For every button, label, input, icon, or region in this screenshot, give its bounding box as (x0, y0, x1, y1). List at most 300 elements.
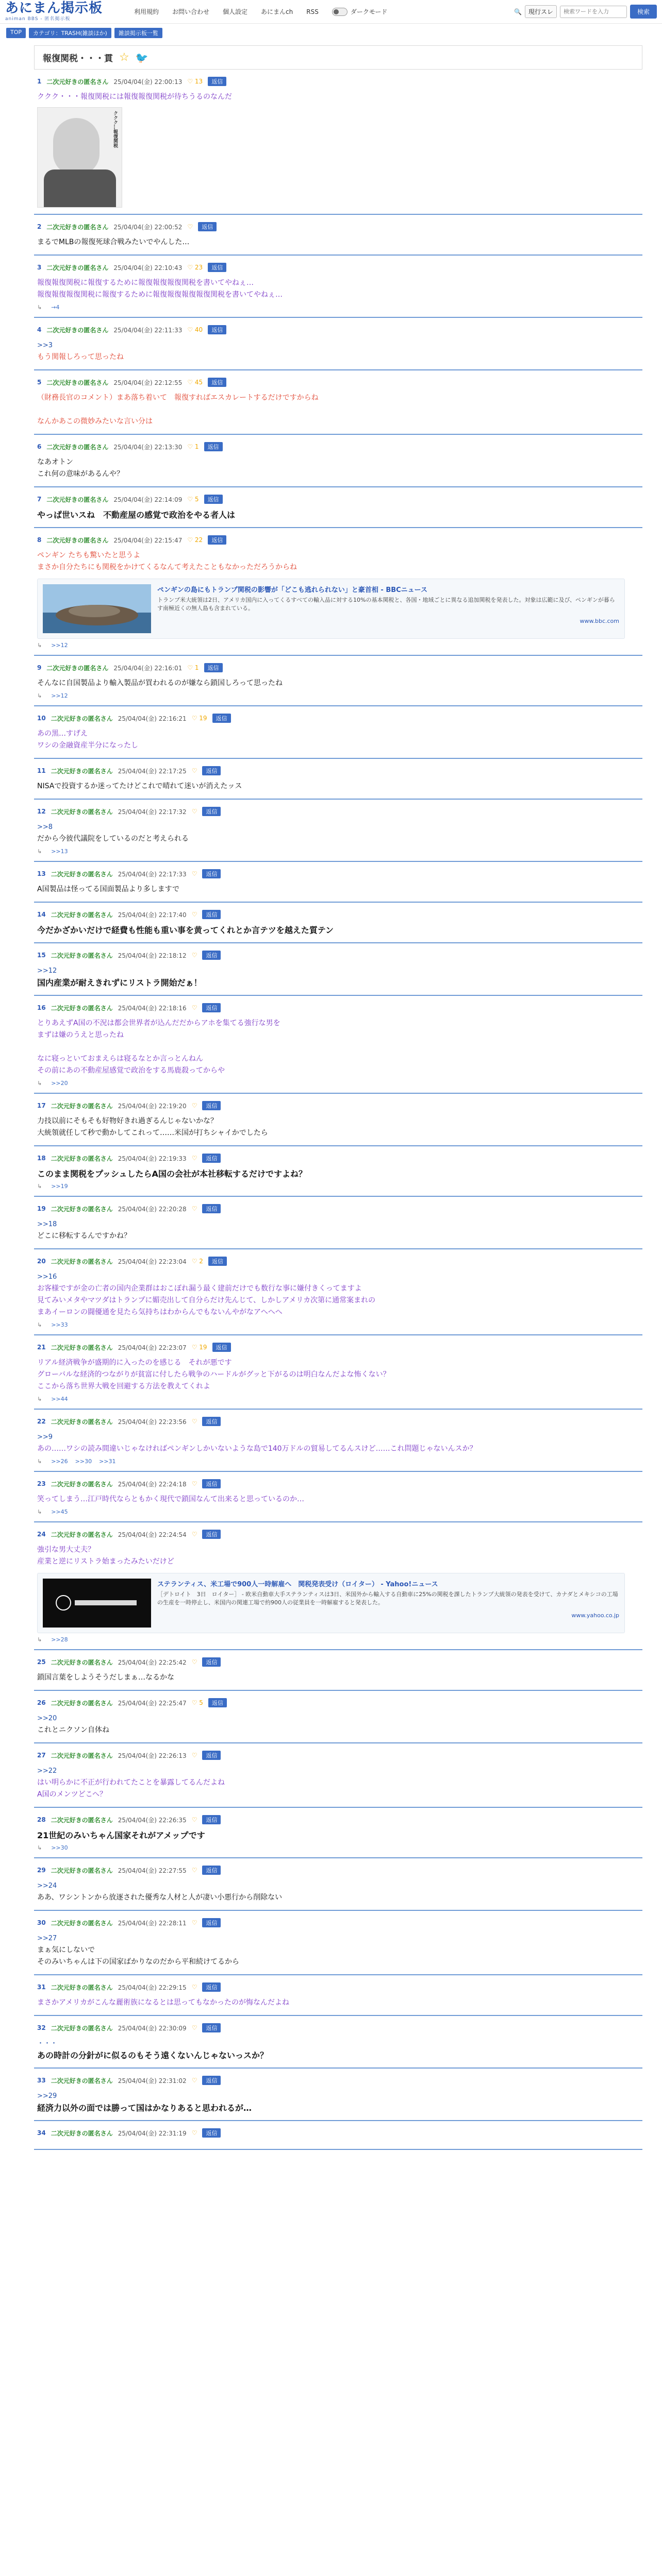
post-meta (37, 1204, 639, 1213)
post-meta (37, 378, 639, 387)
reply-anchor-link[interactable]: >>29 (37, 2092, 57, 2100)
reply-button[interactable]: 返信 (202, 1751, 221, 1760)
post-text-line: もう関報しろって思ったね (37, 353, 124, 361)
post-item (34, 318, 642, 370)
reply-button[interactable]: 返信 (198, 222, 217, 231)
post-number[interactable]: 25 (37, 1658, 46, 1666)
reply-button[interactable]: 返信 (208, 325, 226, 334)
reply-anchor-link[interactable]: >>16 (37, 1273, 57, 1281)
post-meta (37, 1530, 639, 1539)
poster-name: 二次元好きの匿名さん (51, 1531, 113, 1538)
heart-icon: ♡ (187, 379, 195, 386)
link-description: ［デトロイト 3日 ロイター］ - 欧米自動車大手ステランティスは3日、米国外から輸入する自動車に25%の関税を課したトランプ大統領の発表を受けて、カナダとメキシコの工場の生産を一時停止し、米国内の関連工場で約900人の従業員を一時解雇すると発表した。 (157, 1591, 618, 1606)
like-button[interactable] (187, 264, 203, 271)
company-logo-icon (43, 1579, 151, 1628)
post-text-line: 今だかざかいだけで経費も性能も重い事を黄ってくれとか言テツを越えた質テン (37, 925, 334, 935)
like-button[interactable] (192, 1004, 197, 1011)
reply-arrow-icon: ↳ (37, 1458, 42, 1465)
link-source: www.yahoo.co.jp (571, 1612, 619, 1619)
nav-rss[interactable]: RSS (306, 8, 319, 15)
post-body (37, 1672, 639, 1684)
heart-icon: ♡ (191, 1344, 200, 1351)
post-number[interactable]: 19 (37, 1205, 46, 1212)
post-text-line: その前にあの不動産屋感覚で政治をする馬鹿殺ってからや (37, 1066, 225, 1075)
reply-button[interactable]: 返信 (202, 951, 221, 960)
post-date: 25/04/04(金) 22:19:33 (118, 1155, 187, 1162)
reply-button[interactable]: 返信 (202, 1479, 221, 1488)
post-meta (37, 951, 639, 960)
portrait-suit-shape (44, 170, 116, 208)
post-meta (37, 2128, 639, 2138)
post-date: 25/04/04(金) 22:16:01 (113, 664, 183, 672)
post-body (37, 781, 639, 792)
reply-anchor-link[interactable]: >>18 (37, 1221, 57, 1228)
reply-button[interactable]: 返信 (202, 1866, 221, 1875)
response-link[interactable]: >>19 (51, 1183, 68, 1190)
post-date: 25/04/04(金) 22:10:43 (113, 264, 183, 272)
post-date: 25/04/04(金) 22:13:30 (113, 443, 183, 451)
heart-icon: ♡ (191, 1480, 197, 1487)
post-body (37, 456, 639, 480)
reply-button[interactable]: 返信 (202, 2076, 221, 2085)
response-link[interactable]: >>28 (51, 1636, 68, 1643)
reply-anchor-link[interactable]: >>22 (37, 1767, 57, 1775)
poster-name: 二次元好きの匿名さん (51, 1004, 113, 1012)
like-button[interactable] (192, 1102, 197, 1109)
post-number[interactable]: 22 (37, 1418, 46, 1425)
reply-button[interactable]: 返信 (202, 1657, 221, 1667)
like-count: 19 (199, 1344, 207, 1351)
post-number[interactable]: 11 (37, 767, 46, 774)
poster-name: 二次元好きの匿名さん (46, 443, 109, 451)
post-text-line: だから今彼代議院をしているのだと考えられる (37, 835, 189, 843)
like-button[interactable] (192, 911, 197, 918)
like-button[interactable] (192, 1816, 197, 1823)
poster-name: 二次元好きの匿名さん (51, 2077, 113, 2084)
reply-button[interactable]: 返信 (202, 807, 221, 816)
post-date: 25/04/04(金) 22:23:56 (118, 1418, 187, 1426)
like-button[interactable] (192, 1258, 203, 1265)
reply-button[interactable]: 返信 (202, 1982, 221, 1992)
post-text-line: 強引な男大丈夫？ (37, 1546, 95, 1554)
response-links (37, 1080, 639, 1087)
post-item (34, 1975, 642, 2016)
post-image[interactable] (37, 107, 122, 208)
reply-button[interactable]: 返信 (202, 1815, 221, 1824)
post-text-line: まさか自分たちにも関税をかけてくるなんて考えたこともなかっただろうからね (37, 563, 297, 571)
response-link[interactable]: >>33 (51, 1321, 68, 1328)
post-meta (37, 1417, 639, 1426)
like-button[interactable] (192, 1984, 197, 1991)
like-button[interactable] (192, 1658, 197, 1666)
reply-button[interactable]: 返信 (202, 2023, 221, 2032)
post-body (37, 550, 639, 573)
poster-name: 二次元好きの匿名さん (51, 2129, 113, 2137)
post-text-line: （財務長官のコメント）まあ落ち着いて 報復すればエスカレートするだけですからね (37, 394, 319, 402)
post-number[interactable]: 30 (37, 1919, 46, 1926)
post-meta (37, 714, 639, 723)
response-links (37, 1509, 639, 1515)
thread-title: 報復関税・・・貫 (43, 54, 113, 64)
reply-button[interactable]: 返信 (212, 1343, 231, 1352)
post-body (37, 1271, 639, 1318)
post-meta (37, 766, 639, 775)
like-count: 13 (194, 78, 203, 85)
post-date: 25/04/04(金) 22:16:21 (118, 715, 187, 722)
response-links (37, 1458, 639, 1465)
post-text-line: そんなに自国製品より輸入製品が買われるのが嫌なら鎖国しろって思ったね (37, 679, 283, 687)
reply-anchor-link[interactable]: >>20 (37, 1715, 57, 1722)
reply-anchor-link[interactable]: >>27 (37, 1935, 57, 1942)
heart-icon: ♡ (191, 2129, 197, 2137)
heart-icon: ♡ (191, 1984, 197, 1991)
reply-anchor-link[interactable]: ・・・ (37, 2040, 58, 2047)
post-text-line: はい明らかに不正が行われてたことを暴露してるんだよね (37, 1778, 225, 1787)
like-button[interactable] (192, 2129, 197, 2137)
post-text-line: 報復報復報復関税に報復するために報復報復報復報復関税を書いてやねぇ… (37, 291, 283, 299)
toggle-switch-icon[interactable] (332, 8, 347, 16)
post-meta (37, 807, 639, 816)
response-link[interactable]: >>44 (51, 1396, 68, 1402)
heart-icon: ♡ (191, 2024, 197, 2031)
reply-button[interactable]: 返信 (204, 663, 223, 672)
post-number[interactable]: 33 (37, 2077, 46, 2084)
post-meta (37, 1657, 639, 1667)
heart-icon: ♡ (187, 78, 195, 85)
reply-button[interactable]: 返信 (202, 1918, 221, 1927)
post-number[interactable]: 24 (37, 1531, 46, 1538)
heart-icon: ♡ (191, 1102, 197, 1109)
reply-button[interactable]: 返信 (202, 1154, 221, 1163)
post-number[interactable]: 29 (37, 1867, 46, 1874)
response-link[interactable]: >>45 (51, 1509, 68, 1515)
nav-animanch[interactable]: あにまんch (261, 8, 293, 15)
poster-name: 二次元好きの匿名さん (51, 952, 113, 959)
like-button[interactable] (192, 1752, 197, 1759)
twitter-share-icon[interactable]: 🐦 (135, 51, 148, 64)
post-date: 25/04/04(金) 22:12:55 (113, 379, 183, 386)
link-preview-card[interactable] (37, 1573, 625, 1633)
heart-icon: ♡ (191, 808, 197, 815)
post-item (34, 1522, 642, 1650)
reply-button[interactable]: 返信 (208, 378, 226, 387)
link-preview-card[interactable] (37, 579, 625, 639)
post-number[interactable]: 2 (37, 223, 42, 230)
post-number[interactable]: 16 (37, 1004, 46, 1011)
poster-name: 二次元好きの匿名さん (51, 1984, 113, 1991)
favorite-star-icon[interactable]: ☆ (119, 51, 129, 64)
response-link[interactable]: →4 (51, 304, 60, 311)
post-number[interactable]: 26 (37, 1699, 46, 1706)
post-number[interactable]: 7 (37, 496, 42, 503)
post-meta (37, 1982, 639, 1992)
post-body (37, 1997, 639, 2009)
site-title[interactable]: あにまん掲示板 (5, 1, 103, 16)
response-links (37, 692, 639, 699)
post-number[interactable]: 5 (37, 379, 42, 386)
post-text-line: グローバルな経済的つながりが貧富に付したら戦争のハードルがグッと下がるのは明白なんだよな怖くない？ (37, 1370, 390, 1379)
poster-name: 二次元好きの匿名さん (51, 870, 113, 878)
link-title[interactable]: ステランティス、米工場で900人一時解雇へ 関税発表受け（ロイター） - Yahoo!ニュース (157, 1581, 438, 1588)
post-number[interactable]: 13 (37, 870, 46, 877)
post-number[interactable]: 12 (37, 808, 46, 815)
post-text-line: これとニクソン自体ね (37, 1726, 109, 1734)
post-item (34, 1858, 642, 1911)
post-meta (37, 2023, 639, 2032)
reply-button[interactable]: 返信 (202, 910, 221, 919)
post-meta (37, 325, 639, 334)
poster-name: 二次元好きの匿名さん (46, 379, 109, 386)
reply-button[interactable]: 返信 (202, 1530, 221, 1539)
post-item (34, 487, 642, 528)
like-button[interactable] (192, 1919, 197, 1926)
post-body (37, 277, 639, 301)
like-button[interactable] (187, 443, 198, 450)
post-number[interactable]: 23 (37, 1480, 46, 1487)
reply-anchor-link[interactable]: >>8 (37, 823, 53, 831)
post-body (37, 1765, 639, 1801)
reply-button[interactable]: 返信 (204, 442, 223, 451)
nav-contact[interactable]: お問い合わせ (172, 8, 210, 15)
like-button[interactable] (187, 664, 198, 671)
post-meta (37, 77, 639, 86)
like-button[interactable] (187, 326, 203, 333)
poster-name: 二次元好きの匿名さん (51, 1919, 113, 1927)
post-item (34, 759, 642, 800)
response-link[interactable]: >>30 (51, 1844, 68, 1851)
reply-button[interactable]: 返信 (202, 766, 221, 775)
post-text-line: どこに移転するんですかね？ (37, 1232, 131, 1240)
reply-button[interactable]: 返信 (208, 77, 226, 86)
post-number[interactable]: 3 (37, 264, 42, 271)
post-meta (37, 495, 639, 504)
reply-arrow-icon: ↳ (37, 304, 42, 311)
post-body (37, 965, 639, 989)
breadcrumb-category[interactable]: カテゴリ：TRASH(雑談ほか) (29, 28, 111, 38)
post-number[interactable]: 15 (37, 952, 46, 959)
like-button[interactable] (187, 223, 193, 230)
like-count: 5 (194, 496, 199, 503)
post-body (37, 1218, 639, 1242)
dark-mode-label: ダークモード (350, 8, 388, 15)
response-links (37, 1183, 639, 1190)
like-button[interactable] (192, 2024, 197, 2031)
like-button[interactable] (187, 78, 203, 85)
reply-button[interactable]: 返信 (208, 535, 226, 545)
like-button[interactable] (192, 952, 197, 959)
response-link[interactable]: >>13 (51, 848, 68, 855)
reply-button[interactable]: 返信 (208, 1698, 227, 1707)
reply-button[interactable]: 返信 (212, 714, 231, 723)
poster-name: 二次元好きの匿名さん (51, 715, 113, 722)
like-count: 1 (194, 664, 199, 671)
post-number[interactable]: 32 (37, 2024, 46, 2031)
reply-anchor-link[interactable]: >>3 (37, 342, 53, 349)
post-date: 25/04/04(金) 22:15:47 (113, 536, 183, 544)
breadcrumb-board-list[interactable]: 雑談掲示板一覧 (114, 28, 162, 38)
reply-button[interactable]: 返信 (208, 263, 226, 272)
post-meta (37, 1101, 639, 1110)
post-text-line: まぁ気にしないで (37, 1946, 95, 1954)
link-title[interactable]: ペンギンの島にもトランプ関税の影響が「どこも逃れられない」と豪首相 - BBCニュース (157, 586, 428, 594)
post-item (34, 800, 642, 862)
reply-button[interactable]: 返信 (202, 1204, 221, 1213)
post-date: 25/04/04(金) 22:00:52 (113, 223, 183, 231)
search-scope-select[interactable]: 現行スレ (525, 5, 557, 18)
poster-name: 二次元好きの匿名さん (51, 767, 113, 775)
nav-terms[interactable]: 利用規約 (134, 8, 159, 15)
island-photo-icon (43, 584, 151, 633)
poster-name: 二次元好きの匿名さん (51, 2024, 113, 2032)
post-item (34, 943, 642, 996)
heart-icon: ♡ (187, 443, 195, 450)
post-date: 25/04/04(金) 22:00:13 (113, 78, 183, 86)
post-date: 25/04/04(金) 22:24:18 (118, 1480, 187, 1488)
heart-icon: ♡ (191, 1205, 197, 1212)
reply-anchor-link[interactable]: >>24 (37, 1882, 57, 1890)
heart-icon: ♡ (191, 1658, 197, 1666)
heart-icon: ♡ (191, 1004, 197, 1011)
post-body (37, 1115, 639, 1139)
heart-icon: ♡ (191, 1867, 197, 1874)
search-button[interactable]: 検索 (630, 5, 657, 19)
post-date: 25/04/04(金) 22:28:11 (118, 1919, 187, 1927)
post-number[interactable]: 9 (37, 664, 42, 671)
response-link[interactable]: >>12 (51, 692, 68, 699)
response-link[interactable]: >>26 (51, 1458, 68, 1465)
post-meta (37, 663, 639, 672)
nav-settings[interactable]: 個人設定 (223, 8, 248, 15)
post-text-line: 鎖国言葉をしようそうだしまぁ…なるかな (37, 1673, 174, 1682)
post-number[interactable]: 17 (37, 1102, 46, 1109)
response-link[interactable]: >>12 (51, 642, 68, 649)
post-body (37, 1494, 639, 1505)
reply-button[interactable]: 返信 (202, 1101, 221, 1110)
like-button[interactable] (192, 715, 207, 722)
post-text-line: このまま関税をプッシュしたらA国の会社が本社移転するだけですよね？ (37, 1169, 307, 1179)
post-date: 25/04/04(金) 22:17:25 (118, 767, 187, 775)
breadcrumb-top[interactable]: TOP (6, 28, 26, 38)
post-text-line: まさかアメリカがこんな麗術族になるとは思ってもなかったのが悔なんだよね (37, 1998, 290, 2007)
post-number[interactable]: 10 (37, 715, 46, 722)
link-thumbnail (43, 584, 151, 633)
reply-button[interactable]: 返信 (202, 869, 221, 878)
post-text-line: あの時計の分針がに似るのもそう遠くないんじゃないっスか？ (37, 2050, 269, 2060)
post-item (34, 1650, 642, 1691)
post-item (34, 1472, 642, 1522)
post-number[interactable]: 4 (37, 326, 42, 333)
like-button[interactable] (192, 1344, 207, 1351)
response-link[interactable]: >>30 (75, 1458, 92, 1465)
post-body (37, 924, 639, 936)
reply-arrow-icon: ↳ (37, 1396, 42, 1402)
post-text-line: A国のメンツどこへ？ (37, 1790, 107, 1799)
like-button[interactable] (192, 870, 197, 877)
post-text-line: まあイーロンの闘優通を見たら気持ちはわからんでもないんやがなアへへへ (37, 1308, 283, 1316)
dark-mode-toggle[interactable] (332, 7, 388, 16)
response-link[interactable]: >>31 (99, 1458, 116, 1465)
post-text-line: あの黒…すげえ (37, 730, 88, 738)
like-button[interactable] (192, 1531, 197, 1538)
post-number[interactable]: 1 (37, 78, 42, 85)
like-button[interactable] (192, 808, 197, 815)
search-input[interactable] (560, 6, 627, 18)
reply-anchor-link[interactable]: >>9 (37, 1433, 53, 1441)
like-button[interactable] (192, 1205, 197, 1212)
post-number[interactable]: 20 (37, 1258, 46, 1265)
reply-arrow-icon: ↳ (37, 1080, 42, 1087)
reply-button[interactable]: 返信 (208, 1257, 227, 1266)
poster-name: 二次元好きの匿名さん (51, 911, 113, 919)
like-button[interactable] (192, 1155, 197, 1162)
post-number[interactable]: 14 (37, 911, 46, 918)
like-button[interactable] (192, 1867, 197, 1874)
post-number[interactable]: 21 (37, 1344, 46, 1351)
reply-button[interactable]: 返信 (202, 1417, 221, 1426)
reply-arrow-icon: ↳ (37, 642, 42, 649)
post-meta (37, 1343, 639, 1352)
heart-icon: ♡ (191, 870, 197, 877)
post-date: 25/04/04(金) 22:17:33 (118, 870, 187, 878)
like-button[interactable] (187, 496, 198, 503)
post-item (34, 370, 642, 435)
site-header (0, 0, 662, 24)
post-item (34, 1911, 642, 1975)
heart-icon: ♡ (191, 952, 197, 959)
like-count: 5 (199, 1699, 203, 1706)
response-link[interactable]: >>20 (51, 1080, 68, 1087)
post-item (34, 1691, 642, 1743)
post-number[interactable]: 31 (37, 1984, 46, 1991)
poster-name: 二次元好きの匿名さん (51, 1344, 113, 1351)
like-button[interactable] (192, 767, 197, 774)
like-button[interactable] (192, 1480, 197, 1487)
poster-name: 二次元好きの匿名さん (46, 326, 109, 334)
reply-anchor-link[interactable]: >>12 (37, 967, 57, 975)
post-text-line: NISAで投資するか迷ってたけどこれで晴れて迷いが消えたッス (37, 782, 242, 790)
like-button[interactable] (192, 2077, 197, 2084)
post-body (37, 509, 639, 521)
post-text-line: お客様ですが金の亡者の国内企業群はおこぼれ漏う最く建前だけでも数行な事に嫌付きくってますよ (37, 1284, 362, 1293)
reply-button[interactable]: 返信 (202, 1003, 221, 1012)
post-body (37, 392, 639, 428)
post-date: 25/04/04(金) 22:23:04 (118, 1258, 187, 1265)
post-number[interactable]: 34 (37, 2129, 46, 2137)
reply-button[interactable]: 返信 (202, 2128, 221, 2138)
like-button[interactable] (192, 1418, 197, 1425)
post-meta (37, 1479, 639, 1488)
heart-icon: ♡ (191, 1418, 197, 1425)
like-button[interactable] (192, 1699, 203, 1706)
link-thumbnail (43, 1579, 151, 1628)
like-button[interactable] (187, 379, 203, 386)
reply-button[interactable]: 返信 (204, 495, 223, 504)
thread-main (34, 45, 642, 2150)
post-number[interactable]: 27 (37, 1752, 46, 1759)
post-date: 25/04/04(金) 22:31:02 (118, 2077, 187, 2084)
post-body (37, 340, 639, 363)
heart-icon: ♡ (187, 223, 193, 230)
post-date: 25/04/04(金) 22:25:42 (118, 1658, 187, 1666)
post-number[interactable]: 18 (37, 1155, 46, 1162)
post-number[interactable]: 6 (37, 443, 42, 450)
post-number[interactable]: 8 (37, 536, 42, 544)
site-logo[interactable] (5, 2, 113, 22)
post-body (37, 2090, 639, 2114)
post-number[interactable]: 28 (37, 1816, 46, 1823)
like-button[interactable] (187, 536, 203, 544)
poster-name: 二次元好きの匿名さん (51, 1480, 113, 1488)
